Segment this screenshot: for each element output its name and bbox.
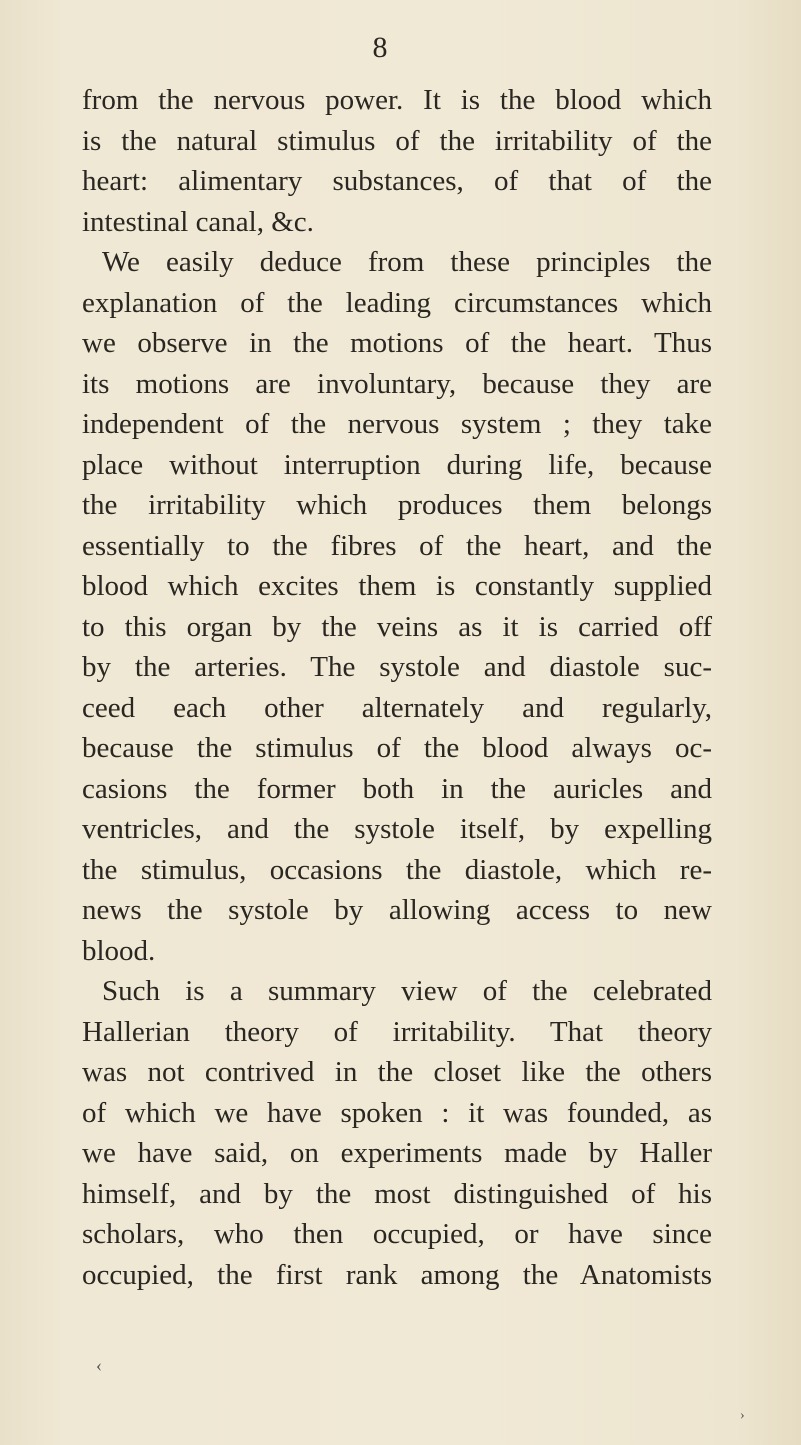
text-line: explanation of the leading circumstances which: [82, 286, 712, 319]
text-line: occupied, the first rank among the Anatomists: [82, 1258, 712, 1291]
text-line: casions the former both in the auricles and: [82, 772, 712, 805]
text-line: essentially to the fibres of the heart, and the: [82, 529, 712, 562]
text-line: himself, and by the most distinguished of his: [82, 1177, 712, 1210]
text-line: to this organ by the veins as it is carried off: [82, 610, 712, 643]
text-line: We easily deduce from these principles the: [102, 246, 712, 278]
text-line: scholars, who then occupied, or have since: [82, 1218, 712, 1250]
text-line: place without interruption during life, because: [82, 448, 712, 481]
text-line: independent of the nervous system ; they take: [82, 408, 712, 440]
text-line: by the arteries. The systole and diastole suc-: [82, 651, 712, 683]
stray-mark-left: ‹: [96, 1355, 102, 1375]
text-line: of which we have spoken : it was founded, as: [82, 1096, 712, 1129]
text-line: its motions are involuntary, because they are: [82, 367, 712, 400]
stray-mark-right: ›: [740, 1408, 745, 1423]
text-line: news the systole by allowing access to new: [82, 894, 712, 926]
text-line: is the natural stimulus of the irritability of the: [82, 124, 712, 157]
page-number: 8: [372, 31, 388, 64]
text-line: ceed each other alternately and regularly,: [82, 691, 712, 724]
text-line: ventricles, and the systole itself, by expelling: [82, 813, 712, 845]
text-line: blood.: [82, 934, 156, 967]
text-line: the irritability which produces them belongs: [82, 489, 712, 521]
text-line: was not contrived in the closet like the others: [82, 1056, 712, 1088]
text-line: because the stimulus of the blood always oc-: [82, 732, 712, 764]
text-line: the stimulus, occasions the diastole, which re-: [82, 853, 712, 886]
body-text: [82, 80, 712, 1295]
text-line: heart: alimentary substances, of that of the: [82, 165, 712, 197]
text-line: from the nervous power. It is the blood which: [82, 84, 712, 116]
text-line: blood which excites them is constantly supplied: [82, 570, 712, 602]
text-line: we have said, on experiments made by Haller: [82, 1137, 712, 1169]
text-line: Such is a summary view of the celebrated: [102, 975, 712, 1007]
text-line: we observe in the motions of the heart. Thus: [82, 327, 712, 359]
text-line: intestinal canal, &c.: [82, 205, 314, 238]
text-line: Hallerian theory of irritability. That theory: [82, 1015, 712, 1048]
